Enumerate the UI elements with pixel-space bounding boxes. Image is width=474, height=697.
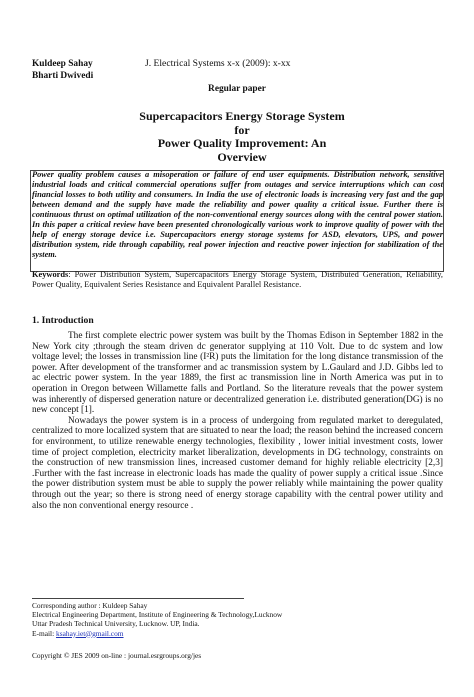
- paper-type-label: Regular paper: [208, 84, 266, 94]
- copyright-notice: Copyright © JES 2009 on-line : journal.esrgroups.org/jes: [32, 651, 202, 660]
- title-line: Supercapacitors Energy Storage System: [139, 109, 345, 123]
- title-line: Overview: [217, 149, 267, 164]
- email-label: E-mail:: [32, 628, 55, 638]
- keywords-block: [32, 270, 443, 290]
- title-line: for: [234, 122, 250, 137]
- footnote-divider: [32, 598, 244, 599]
- author-department: Electrical Engineering Department, Institute of Engineering & Technology,Lucknow: [32, 610, 283, 620]
- corresponding-author: Corresponding author : Kuldeep Sahay: [32, 601, 148, 610]
- title-line: Power Quality Improvement: An: [157, 136, 327, 150]
- keywords-label: Keywords: [32, 270, 69, 279]
- author-name: Kuldeep Sahay: [32, 59, 93, 69]
- abstract-text: Power quality problem causes a misoperation or failure of end user equipments. Distribution network, sensitive industrial loads and critical commercial operations suffer from outages and service interruptions which can cost financial losses to both utility and consumers. In India the use of electronic loads is increasing very fast and the gap between demand and the supply have made the reliability and power quality a critical issue. Further there is continuous thrust on optimal utilization of the non-conventional energy sources along with the central power station. In this paper a critical review have been presented chronologically various work to improve quality of power with the help of energy storage device i.e. Supercapacitors energy storage systems for ASD, elevators, UPS, and power distribution system, ride through capability, real power injection and reactive power injection for stabilization of the system.: [32, 170, 443, 259]
- paper-title: [137, 110, 347, 164]
- author-name: Bharti Dwivedi: [32, 71, 94, 81]
- journal-citation: J. Electrical Systems x-x (2009): x-xx: [145, 58, 291, 69]
- paragraph: Nowadays the power system is in a process of undergoing from regulated market to deregulated, centralized to more localized system that are situated to near the load; the reason behind the increased concern for environment, to utilize renewable energy technologies, flexibility , lower initial investment costs, lower time of project completion, electricity market liberalization, developments in DG technology, constraints on the construction of new transmission lines, increased customer demand for highly reliable electricity [2,3] .Further with the fast increase in electronic loads has made the quality of power supply a critical issue .Since the power distribution system must be able to supply the power reliably while maintaining the power quality through out the year; so there is strong need of energy storage capability with the central power utility and also the non conventional energy resource .: [32, 415, 443, 511]
- email-link[interactable]: ksahay.iet@gmail.com: [56, 628, 124, 638]
- author-university: Uttar Pradesh Technical University, Lucknow. UP, India.: [32, 619, 200, 629]
- introduction-body: [32, 331, 443, 511]
- keywords-text: : Power Distribution System, Supercapacitors Energy Storage System, Distributed Generation, Reliability, Power Quality, Equivalent Series Resistance and Equivalent Parallel Resistance.: [32, 270, 443, 289]
- paragraph: The first complete electric power system was built by the Thomas Edison in September 1882 in the New York city ;through the steam driven dc generator supplying at 110 Volt. Due to dc system and low voltage level; the losses in transmission line (I²R) puts the limitation for the long distance transmission of the power. After development of the transformer and ac transmission system by L.Gaulard and J.D. Gibbs led to ac electric power system. In the year 1889, the first ac transmission line in North America was put in to operation in Oregon between Willamette falls and Portland. So the literature reveals that the power system was inherently of dispersed generation nature or decentralized generation i.e. distributed generation(DG) is no new concept [1].: [32, 331, 443, 416]
- email-line: [32, 629, 282, 638]
- footnote: [32, 601, 282, 638]
- section-heading: 1. Introduction: [32, 315, 94, 326]
- author-list: [32, 58, 93, 82]
